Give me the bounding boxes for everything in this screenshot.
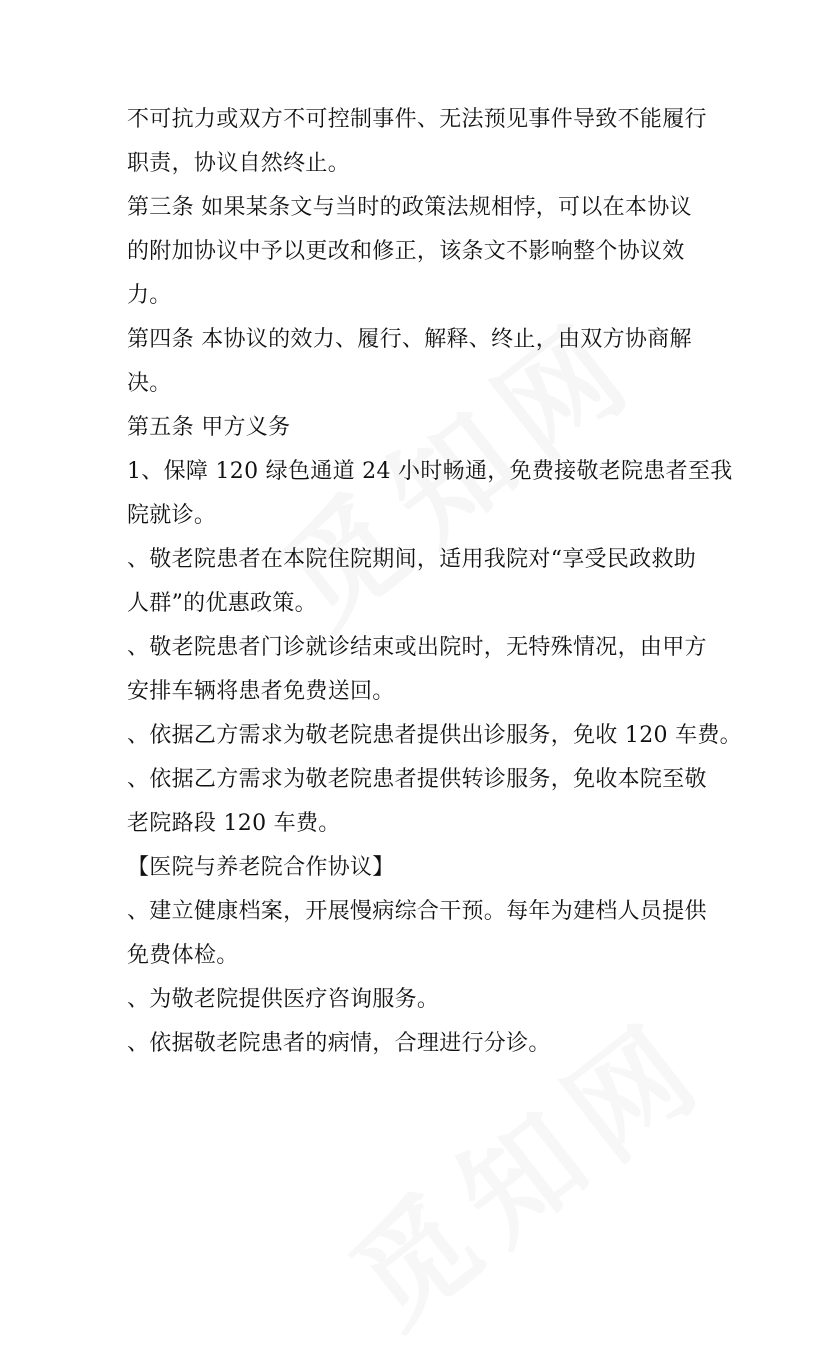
article-4-line-2: 决。: [127, 371, 172, 396]
service-1-line-1: 、建立健康档案，开展慢病综合干预。每年为建档人员提供: [127, 899, 707, 924]
service-2-line-1: 、为敬老院提供医疗咨询服务。: [127, 987, 440, 1012]
document-body: [127, 98, 742, 1066]
article-4-line-1: 第四条 本协议的效力、履行、解释、终止，由双方协商解: [127, 327, 692, 352]
duty-5-line-1: 、依据乙方需求为敬老院患者提供转诊服务，免收本院至敬: [127, 767, 707, 792]
duty-1-line-1: 1、保障 120 绿色通道 24 小时畅通，免费接敬老院患者至我: [127, 459, 733, 484]
text-line-1: 不可抗力或双方不可控制事件、无法预见事件导致不能履行: [127, 107, 707, 132]
duty-1-line-2: 院就诊。: [127, 503, 217, 528]
duty-2-line-1: 、敬老院患者在本院住院期间，适用我院对“享受民政救助: [127, 547, 697, 572]
text-line-2: 职责，协议自然终止。: [127, 151, 351, 176]
duty-3-line-1: 、敬老院患者门诊就诊结束或出院时，无特殊情况，由甲方: [127, 635, 707, 660]
duty-4-line-1: 、依据乙方需求为敬老院患者提供出诊服务，免收 120 车费。: [127, 723, 742, 748]
duty-2-line-2: 人群”的优惠政策。: [127, 591, 317, 616]
article-3-line-2: 的附加协议中予以更改和修正，该条文不影响整个协议效: [127, 239, 685, 264]
service-1-line-2: 免费体检。: [127, 943, 239, 968]
section-title: 【医院与养老院合作协议】: [127, 855, 395, 880]
article-5-heading: 第五条 甲方义务: [127, 415, 291, 440]
article-3-line-1: 第三条 如果某条文与当时的政策法规相悖，可以在本协议: [127, 195, 692, 220]
duty-5-line-2: 老院路段 120 车费。: [127, 811, 341, 836]
article-3-line-3: 力。: [127, 283, 172, 308]
service-3-line-1: 、依据敬老院患者的病情，合理进行分诊。: [127, 1031, 551, 1056]
duty-3-line-2: 安排车辆将患者免费送回。: [127, 679, 395, 704]
